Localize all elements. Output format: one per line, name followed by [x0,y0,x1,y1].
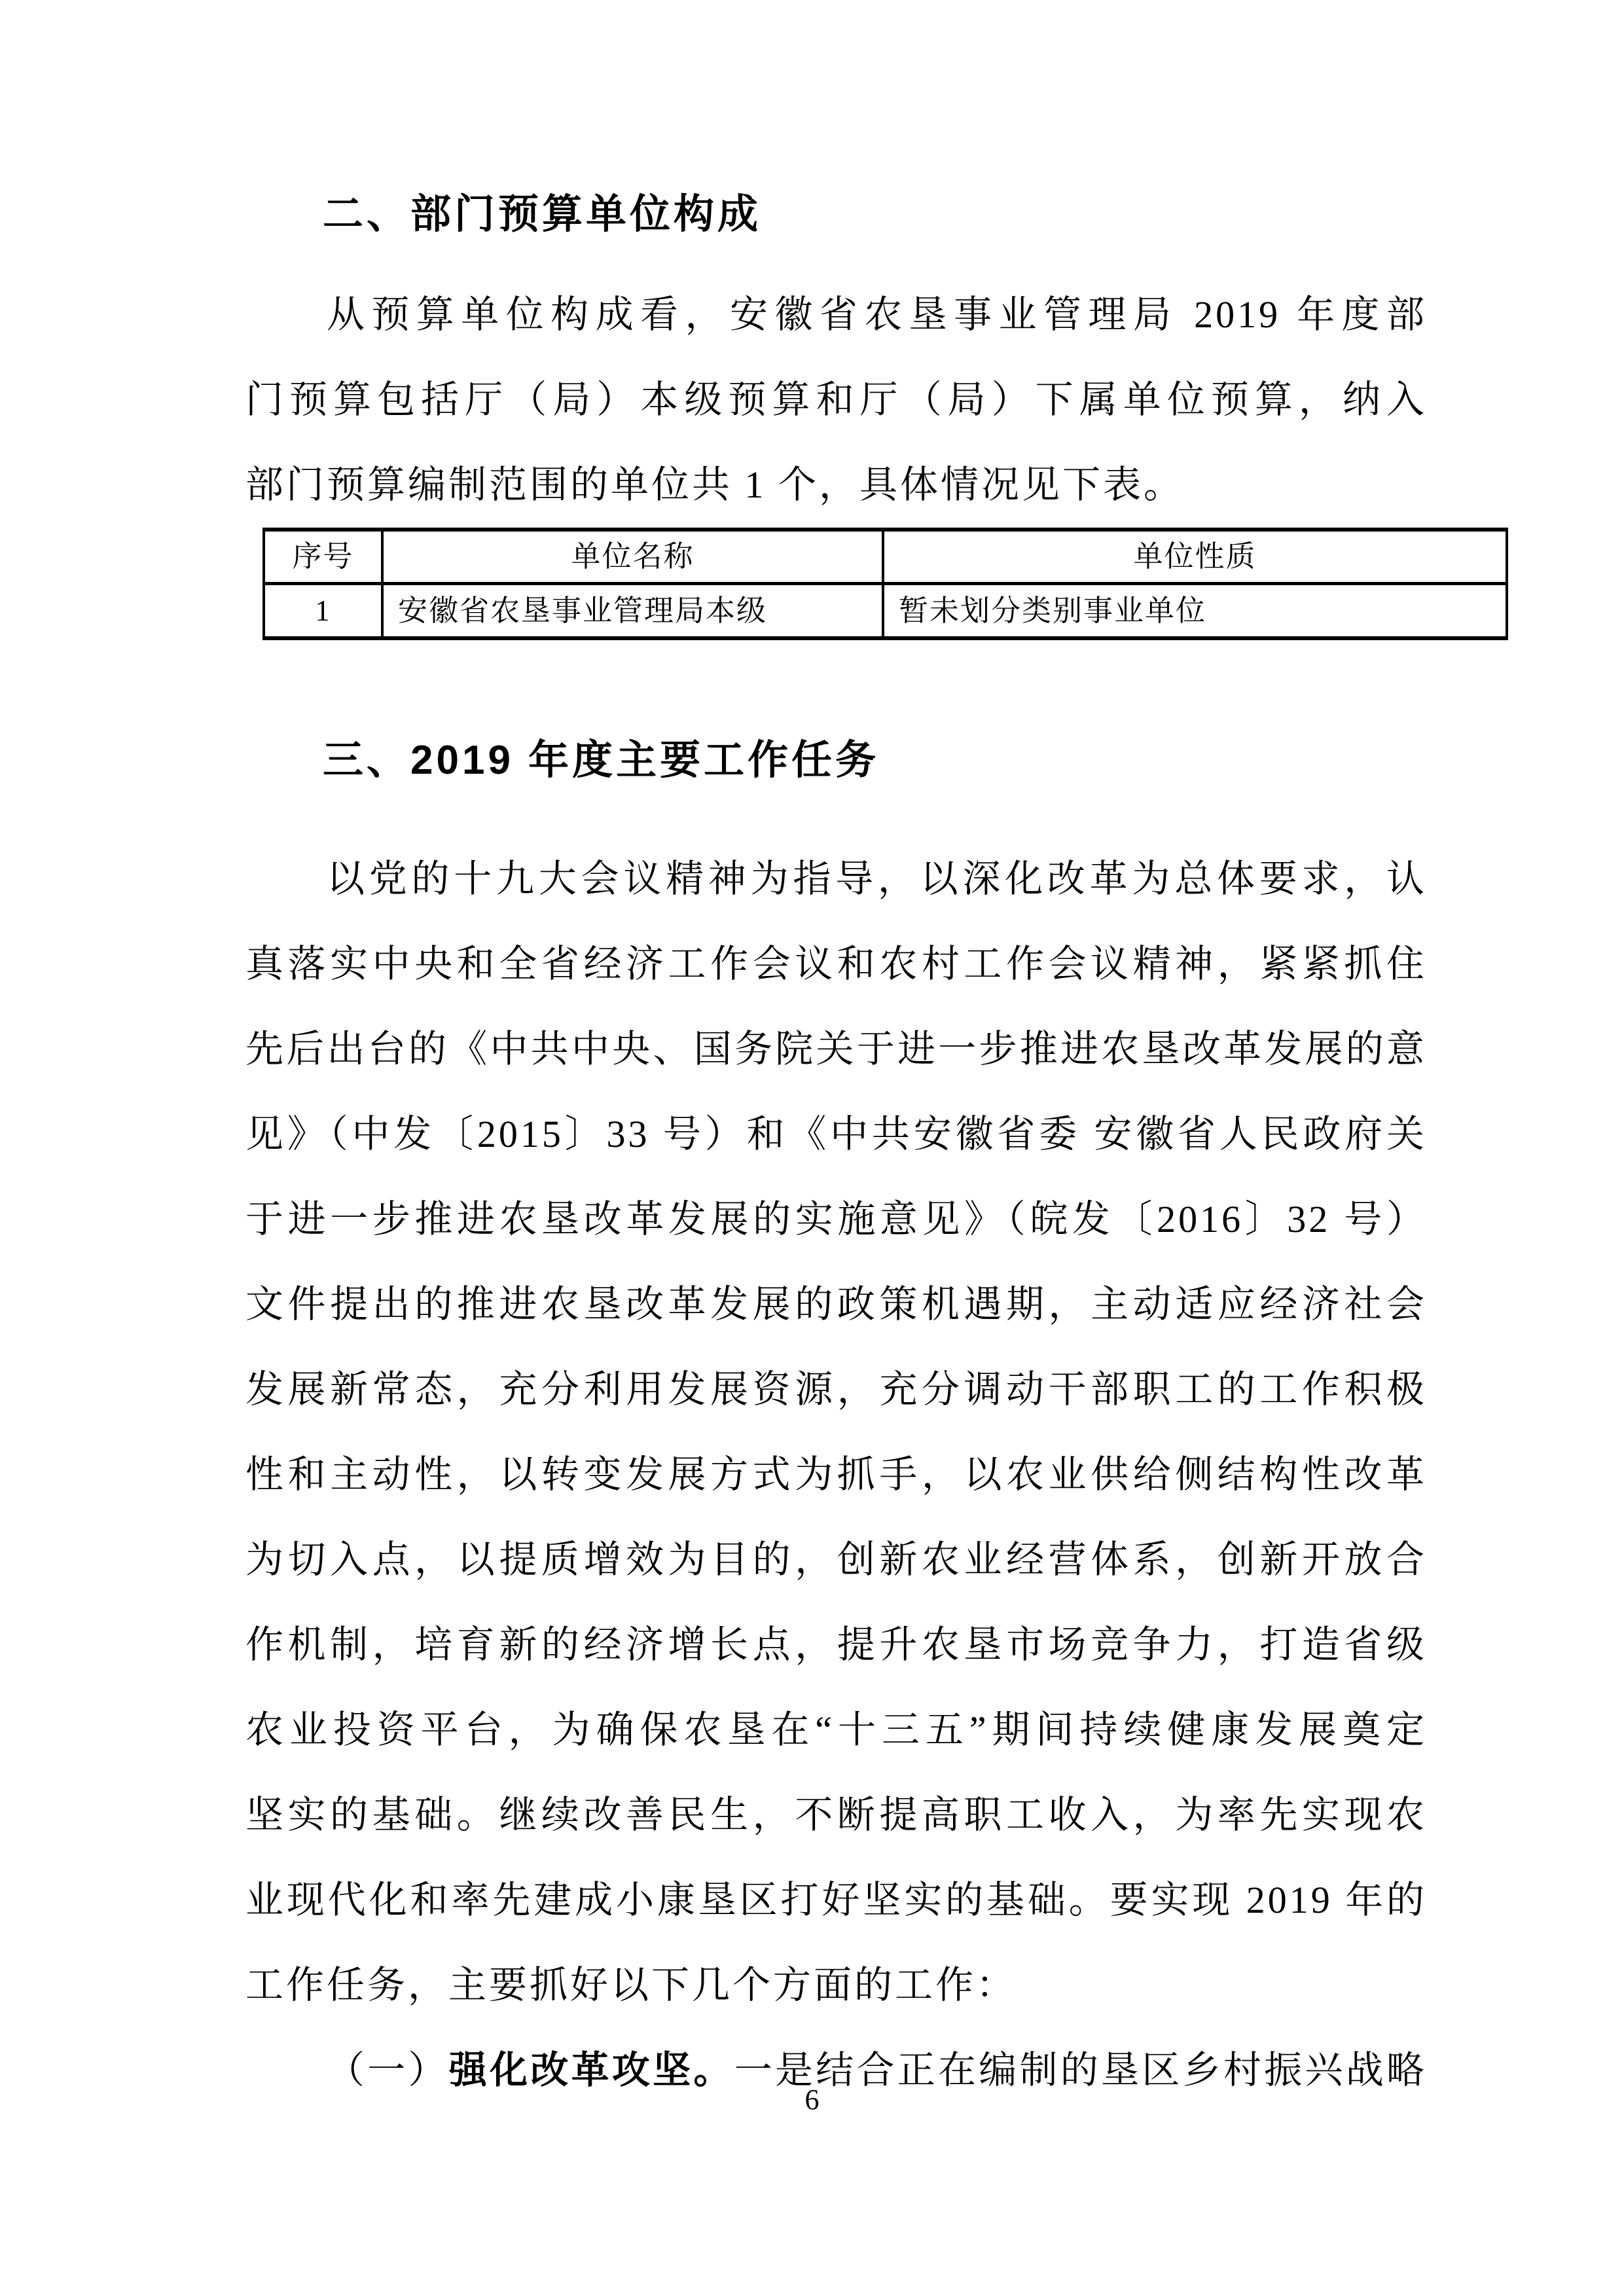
text-line: 部门预算编制范围的单位共 1 个，具体情况见下表。 [245,463,1185,506]
intro-paragraph [245,272,1427,528]
text-line: 以党的十九大会议精神为指导，以深化改革为总体要求，认 [327,858,1427,900]
section-3-heading: 三、2019 年度主要工作任务 [323,738,880,783]
text-line: 于进一步推进农垦改革发展的实施意见》（皖发〔2016〕32 号） [245,1198,1427,1240]
column-header-nature: 单位性质 [883,530,1507,583]
text-line: 真落实中央和全省经济工作会议和农村工作会议精神，紧紧抓住 [245,943,1427,985]
text-line: 先后出台的《中共中央、国务院关于进一步推进农垦改革发展的意 [245,1028,1427,1070]
text-line: 为切入点，以提质增效为目的，创新农业经营体系，创新开放合 [245,1538,1427,1581]
text-line: 文件提出的推进农垦改革发展的政策机遇期，主动适应经济社会 [245,1283,1427,1326]
table-body [264,583,1507,638]
table-row [264,583,1507,638]
table-header [264,530,1507,583]
text-line: 见》（中发〔2015〕33 号）和《中共安徽省委 安徽省人民政府关 [245,1113,1427,1155]
text-line: 作机制，培育新的经济增长点，提升农垦市场竞争力，打造省级 [245,1623,1427,1666]
column-header-index: 序号 [264,530,382,583]
page-number: 6 [804,2084,820,2116]
bold-text-run: 强化改革攻坚。 [448,2049,734,2091]
budget-units-table [262,528,1508,640]
document-content [0,191,1427,2113]
text-line: 性和主动性，以转变发展方式为抓手，以农业供给侧结构性改革 [245,1453,1427,1496]
table-cell: 暂未划分类别事业单位 [883,583,1507,638]
text-line: 农业投资平台，为确保农垦在“十三五”期间持续健康发展奠定 [245,1708,1427,1751]
table-header-row [264,530,1507,583]
tasks-paragraph [245,837,1427,2028]
text-line: 从预算单位构成看，安徽省农垦事业管理局 2019 年度部 [327,293,1427,336]
text-run: 一是结合正在编制的垦区乡村振兴战略 [734,2049,1427,2091]
text-line: 业现代化和率先建成小康垦区打好坚实的基础。要实现 2019 年的 [245,1879,1427,1921]
text-line: 发展新常态，充分利用发展资源，充分调动干部职工的工作积极 [245,1368,1427,1411]
text-line: 坚实的基础。继续改善民生，不断提高职工收入，为率先实现农 [245,1794,1427,1836]
table-cell: 1 [264,583,382,638]
text-run: （一） [327,2049,449,2091]
column-header-name: 单位名称 [382,530,883,583]
section-2-heading: 二、部门预算单位构成 [323,192,762,237]
text-line: 工作任务，主要抓好以下几个方面的工作： [245,1964,1017,2006]
table-cell: 安徽省农垦事业管理局本级 [382,583,883,638]
text-line: 门预算包括厅（局）本级预算和厅（局）下属单位预算，纳入 [245,378,1427,421]
